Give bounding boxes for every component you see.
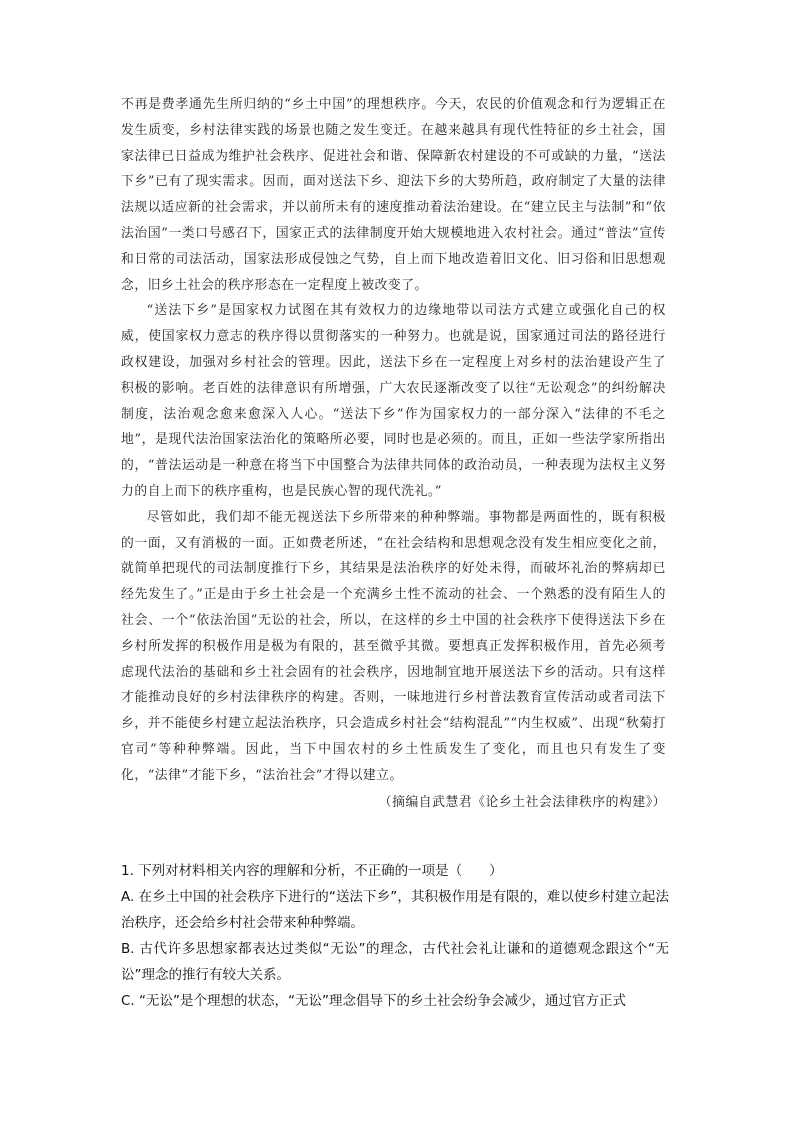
option-c: C. “无讼”是个理想的状态，“无讼”理念倡导下的乡土社会纷争会减少，通过官方正式 (121, 993, 626, 1009)
source-citation: （摘编自武慧君《论乡土社会法律秩序的构建》） (378, 794, 666, 810)
question-block (121, 858, 669, 1014)
question-stem: 1. 下列对材料相关内容的理解和分析，不正确的一项是（ ） (121, 863, 503, 879)
option-a: A. 在乡土中国的社会秩序下进行的“送法下乡”，其积极作用是有限的，难以使乡村建立起法治秩序，还会给乡村社会带来种种弊端。 (121, 889, 669, 931)
reading-passage (121, 92, 666, 815)
passage-paragraph-2: “送法下乡”是国家权力试图在其有效权力的边缘地带以司法方式建立或强化自己的权威，使国家权力意志的秩序得以贯彻落实的一种努力。也就是说，国家通过司法的路径进行政权建设，加强对乡村社会的管理。因此，送法下乡在一定程度上对乡村的法治建设产生了积极的影响。老百姓的法律意识有所增强，广大农民逐渐改变了以往“无讼观念”的纠纷解决制度，法治观念愈来愈深入人心。“送法下乡”作为国家权力的一部分深入“法律的不毛之地”，是现代法治国家法治化的策略所必要，同时也是必须的。而且，正如一些法学家所指出的，“普法运动是一种意在将当下中国整合为法律共同体的政治动员，一种表现为法权主义努力的自上而下的秩序重构，也是民族心智的现代洗礼。” (121, 303, 666, 499)
option-b: B. 古代许多思想家都表达过类似“无讼”的理念，古代社会礼让谦和的道德观念跟这个“无讼”理念的推行有较大关系。 (121, 941, 669, 983)
passage-paragraph-3: 尽管如此，我们却不能无视送法下乡所带来的种种弊端。事物都是两面性的，既有积极的一面，又有消极的一面。正如费老所述，“在社会结构和思想观念没有发生相应变化之前，就简单把现代的司法制度推行下乡，其结果是法治秩序的好处未得，而破坏礼治的弊病却已经先发生了。”正是由于乡土社会是一个充满乡土性不流动的社会、一个熟悉的没有陌生人的社会、一个“依法治国”无讼的社会，所以，在这样的乡土中国的社会秩序下使得送法下乡在乡村所发挥的积极作用是极为有限的，甚至微乎其微。要想真正发挥积极作用，首先必须考虑现代法治的基础和乡土社会固有的社会秩序，因地制宜地开展送法下乡的活动。只有这样才能推动良好的乡村法律秩序的构建。否则，一味地进行乡村普法教育宣传活动或者司法下乡，并不能使乡村建立起法治秩序，只会造成乡村社会“结构混乱”“内生权威”、出现“秋菊打官司”等种种弊端。因此，当下中国农村的乡土性质发生了变化，而且也只有发生了变化，“法律”才能下乡，“法治社会”才得以建立。 (121, 509, 666, 783)
passage-paragraph-1: 不再是费孝通先生所归纳的“乡土中国”的理想秩序。今天，农民的价值观念和行为逻辑正在发生质变，乡村法律实践的场景也随之发生变迁。在越来越具有现代性特征的乡土社会，国家法律已日益成为维护社会秩序、促进社会和谐、保障新农村建设的不可或缺的力量，“送法下乡”已有了现实需求。因而，面对送法下乡、迎法下乡的大势所趋，政府制定了大量的法律法规以适应新的社会需求，并以前所未有的速度推动着法治建设。在“建立民主与法制”和“依法治国”一类口号感召下，国家正式的法律制度开始大规模地进入农村社会。通过“普法”宣传和日常的司法活动，国家法形成侵蚀之气势，自上而下地改造着旧文化、旧习俗和旧思想观念，旧乡土社会的秩序形态在一定程度上被改变了。 (121, 97, 666, 293)
